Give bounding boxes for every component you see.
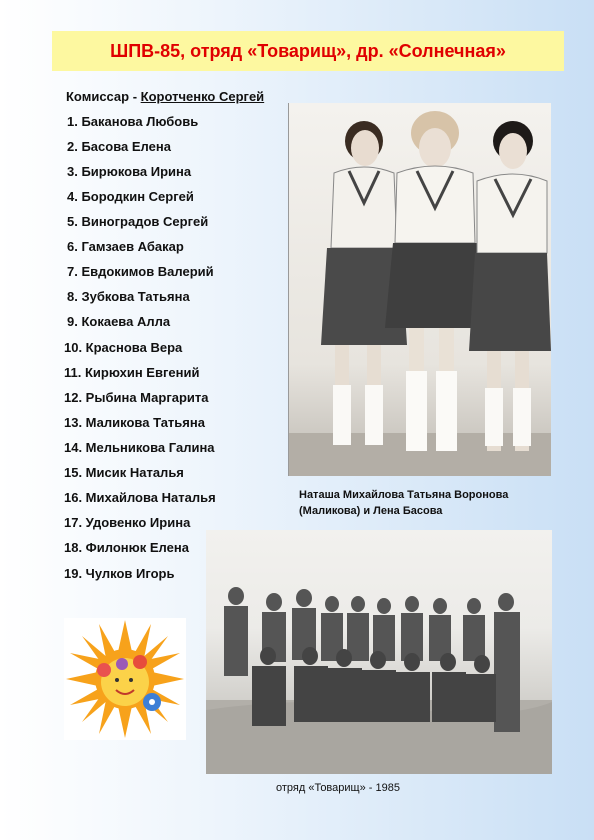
member-item: 16. Михайлова Наталья [64, 490, 216, 505]
commissar-line [66, 89, 264, 104]
member-item: 19. Чулков Игорь [64, 566, 175, 581]
member-item: 12. Рыбина Маргарита [64, 390, 209, 405]
page-title: ШПВ-85, отряд «Товарищ», др. «Солнечная» [52, 31, 564, 71]
sun-logo-icon [64, 618, 186, 740]
member-item: 11. Кирюхин Евгений [64, 365, 200, 380]
photo1-caption-line2: (Маликова) и Лена Басова [299, 505, 443, 517]
member-item: 14. Мельникова Галина [64, 440, 215, 455]
member-item: 4. Бородкин Сергей [67, 189, 194, 204]
photo-group [206, 530, 552, 774]
member-item: 18. Филонюк Елена [64, 540, 189, 555]
member-item: 6. Гамзаев Абакар [67, 239, 184, 254]
member-item: 8. Зубкова Татьяна [67, 289, 190, 304]
photo-three-girls [288, 103, 551, 476]
commissar-label: Комиссар - [66, 89, 141, 104]
member-item: 9. Кокаева Алла [67, 314, 171, 329]
member-item: 1. Баканова Любовь [67, 114, 199, 129]
member-item: 2. Басова Елена [67, 139, 171, 154]
photo1-caption-line1: Наташа Михайлова Татьяна Воронова [299, 489, 509, 501]
photo2-caption: отряд «Товарищ» - 1985 [276, 782, 400, 794]
member-item: 5. Виноградов Сергей [67, 214, 209, 229]
member-item: 17. Удовенко Ирина [64, 515, 191, 530]
member-item: 10. Краснова Вера [64, 340, 183, 355]
member-item: 13. Маликова Татьяна [64, 415, 205, 430]
member-item: 3. Бирюкова Ирина [67, 164, 192, 179]
member-item: 15. Мисик Наталья [64, 465, 184, 480]
commissar-name: Коротченко Сергей [140, 89, 265, 104]
member-item: 7. Евдокимов Валерий [67, 264, 214, 279]
